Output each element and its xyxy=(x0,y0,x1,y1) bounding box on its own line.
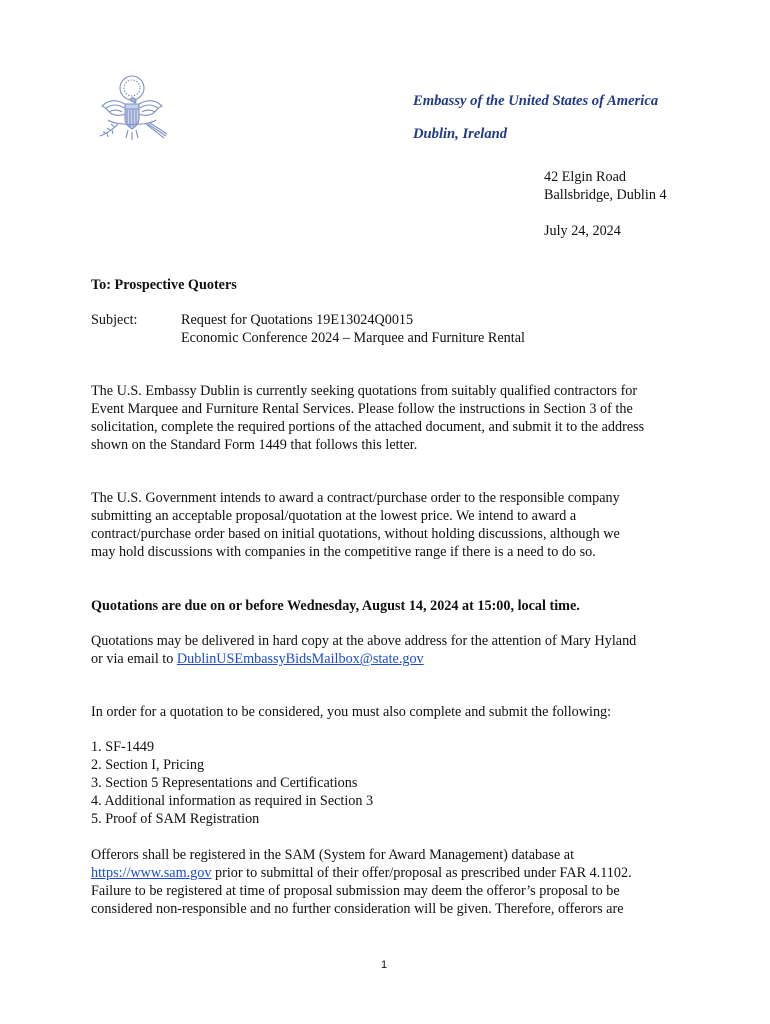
address-line-2: Ballsbridge, Dublin 4 xyxy=(544,187,667,203)
sam-line-rest: prior to submittal of their offer/proposal as prescribed under FAR 4.1102. xyxy=(211,865,632,881)
paragraph-line: solicitation, complete the required portions of the attached document, and submit it to the address xyxy=(91,419,645,435)
delivery-prefix: or via email to xyxy=(91,651,177,667)
paragraph-line: contract/purchase order based on initial quotations, without holding discussions, although we xyxy=(91,526,620,542)
list-item: 5. Proof of SAM Registration xyxy=(91,811,260,827)
subject-line-2: Economic Conference 2024 – Marquee and Furniture Rental xyxy=(181,330,525,346)
paragraph-line: considered non-responsible and no further consideration will be given. Therefore, offerors are xyxy=(91,901,624,917)
requirements-intro: In order for a quotation to be considered, you must also complete and submit the following: xyxy=(91,704,612,720)
paragraph-line: may hold discussions with companies in the competitive range if there is a need to do so. xyxy=(91,544,596,560)
list-item: 4. Additional information as required in Section 3 xyxy=(91,793,374,809)
embassy-city: Dublin, Ireland xyxy=(413,126,508,142)
embassy-name: Embassy of the United States of America xyxy=(413,93,659,109)
subject-line-1: Request for Quotations 19E13024Q0015 xyxy=(181,312,414,328)
paragraph-line: shown on the Standard Form 1449 that follows this letter. xyxy=(91,437,418,453)
subject-label: Subject: xyxy=(91,312,138,328)
sam-link[interactable]: https://www.sam.gov xyxy=(91,865,212,881)
email-link[interactable]: DublinUSEmbassyBidsMailbox@state.gov xyxy=(176,651,424,667)
list-item: 2. Section I, Pricing xyxy=(91,757,205,773)
paragraph-line: Event Marquee and Furniture Rental Services. Please follow the instructions in Section 3 of the xyxy=(91,401,633,417)
page-number: 1 xyxy=(381,959,388,971)
letter-date: July 24, 2024 xyxy=(544,223,621,239)
great-seal-icon xyxy=(92,72,172,156)
paragraph-line: Offerors shall be registered in the SAM (System for Award Management) database at xyxy=(91,847,575,863)
list-item: 3. Section 5 Representations and Certifications xyxy=(91,775,358,791)
delivery-line-2 xyxy=(91,650,424,668)
paragraph-line: The U.S. Government intends to award a contract/purchase order to the responsible company xyxy=(91,490,620,506)
paragraph-line: The U.S. Embassy Dublin is currently seeking quotations from suitably qualified contractors for xyxy=(91,383,638,399)
delivery-line-1: Quotations may be delivered in hard copy at the above address for the attention of Mary Hyland xyxy=(91,633,637,649)
due-date-notice: Quotations are due on or before Wednesday, August 14, 2024 at 15:00, local time. xyxy=(91,598,580,614)
paragraph-line: Failure to be registered at time of proposal submission may deem the offeror’s proposal to be xyxy=(91,883,620,899)
address-line-1: 42 Elgin Road xyxy=(544,169,626,185)
recipient-line: To: Prospective Quoters xyxy=(91,277,237,293)
paragraph-line: submitting an acceptable proposal/quotation at the lowest price. We intend to award a xyxy=(91,508,577,524)
paragraph-line xyxy=(91,864,632,882)
list-item: 1. SF-1449 xyxy=(91,739,155,755)
